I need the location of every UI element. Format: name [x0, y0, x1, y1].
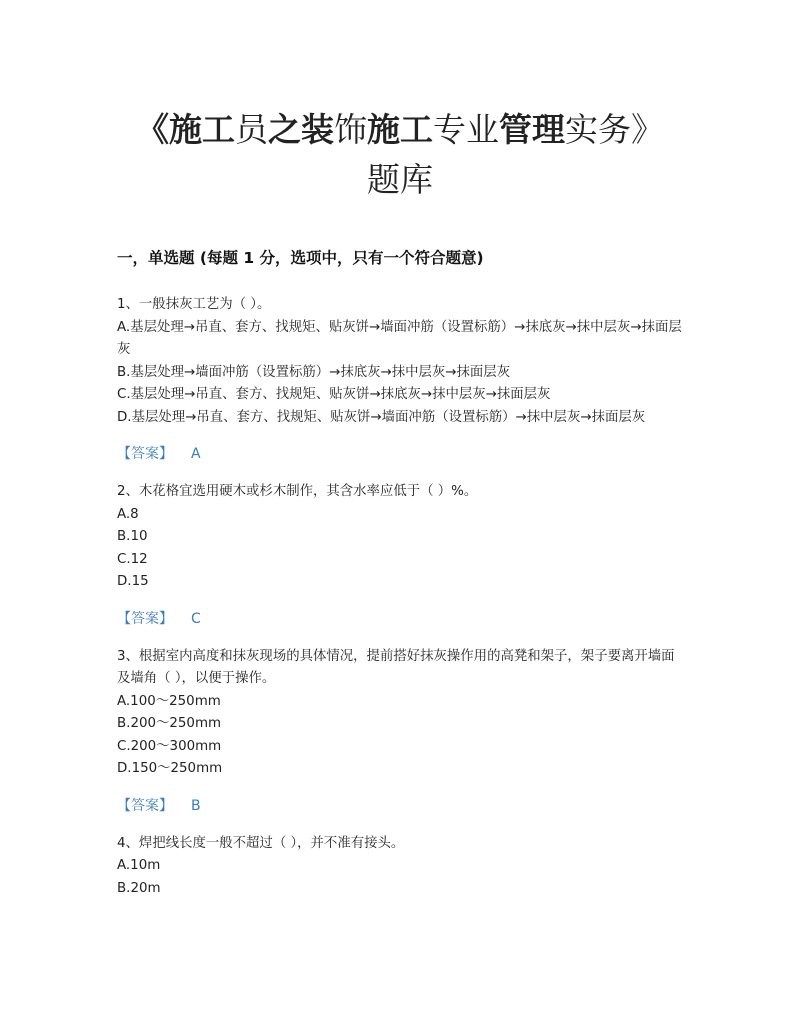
option-c: C.基层处理→吊直、套方、找规矩、贴灰饼→抹底灰→抹中层灰→抹面层灰	[117, 387, 551, 402]
answer-line	[117, 443, 683, 465]
question-text: 2、木花格宜选用硬木或杉木制作，其含水率应低于（ ）%。	[117, 484, 478, 499]
answer-value: A	[191, 446, 201, 462]
answer-value: B	[191, 797, 201, 814]
option-b: B.10	[117, 529, 148, 544]
title-part: 员	[235, 110, 268, 149]
question-2	[117, 481, 683, 630]
option-a: A.基层处理→吊直、套方、找规矩、贴灰饼→墙面冲筋（设置标筋）→抹底灰→抹中层灰→抹面层灰	[117, 319, 682, 357]
option-a: A.10m	[117, 858, 161, 873]
option-b: B.200～250mm	[117, 716, 222, 731]
question-4	[117, 833, 683, 901]
document-title	[60, 110, 740, 150]
option-b: B.基层处理→墙面冲筋（设置标筋）→抹底灰→抹中层灰→抹面层灰	[117, 364, 511, 380]
question-text: 1、一般抹灰工艺为（ ）。	[117, 297, 271, 312]
title-part: 施工	[367, 110, 433, 149]
title-part: 《施工	[136, 110, 235, 149]
document-title-line2: 题库	[367, 160, 433, 199]
question-3	[117, 646, 683, 817]
option-d: D.15	[117, 574, 149, 589]
section-heading: 一，单选题 (每题 1 分，选项中，只有一个符合题意)	[117, 249, 484, 267]
title-part: 饰	[334, 110, 367, 149]
answer-label: 【答案】	[117, 446, 173, 462]
question-1	[117, 294, 683, 465]
answer-line	[117, 795, 683, 817]
option-c: C.200～300mm	[117, 738, 222, 754]
answer-label: 【答案】	[117, 610, 173, 627]
option-c: C.12	[117, 551, 148, 567]
question-text: 4、焊把线长度一般不超过（ ），并不准有接头。	[117, 835, 405, 851]
answer-label: 【答案】	[117, 797, 173, 814]
title-part: 专业	[433, 110, 499, 149]
title-part: 之装	[268, 110, 334, 149]
option-a: A.8	[117, 506, 139, 522]
option-d: D.150～250mm	[117, 761, 223, 776]
option-b: B.20m	[117, 880, 161, 896]
option-a: A.100～250mm	[117, 693, 221, 709]
question-text: 3、根据室内高度和抹灰现场的具体情况，提前搭好抹灰操作用的高凳和架子，架子要离开墙面及墙角（ ），以便于操作。	[117, 648, 675, 686]
answer-line	[117, 608, 683, 630]
answer-value: C	[191, 610, 201, 627]
option-d: D.基层处理→吊直、套方、找规矩、贴灰饼→墙面冲筋（设置标筋）→抹中层灰→抹面层灰	[117, 409, 646, 425]
question-list	[117, 294, 683, 900]
title-part: 实务》	[565, 110, 664, 149]
title-part: 管理	[499, 110, 565, 149]
